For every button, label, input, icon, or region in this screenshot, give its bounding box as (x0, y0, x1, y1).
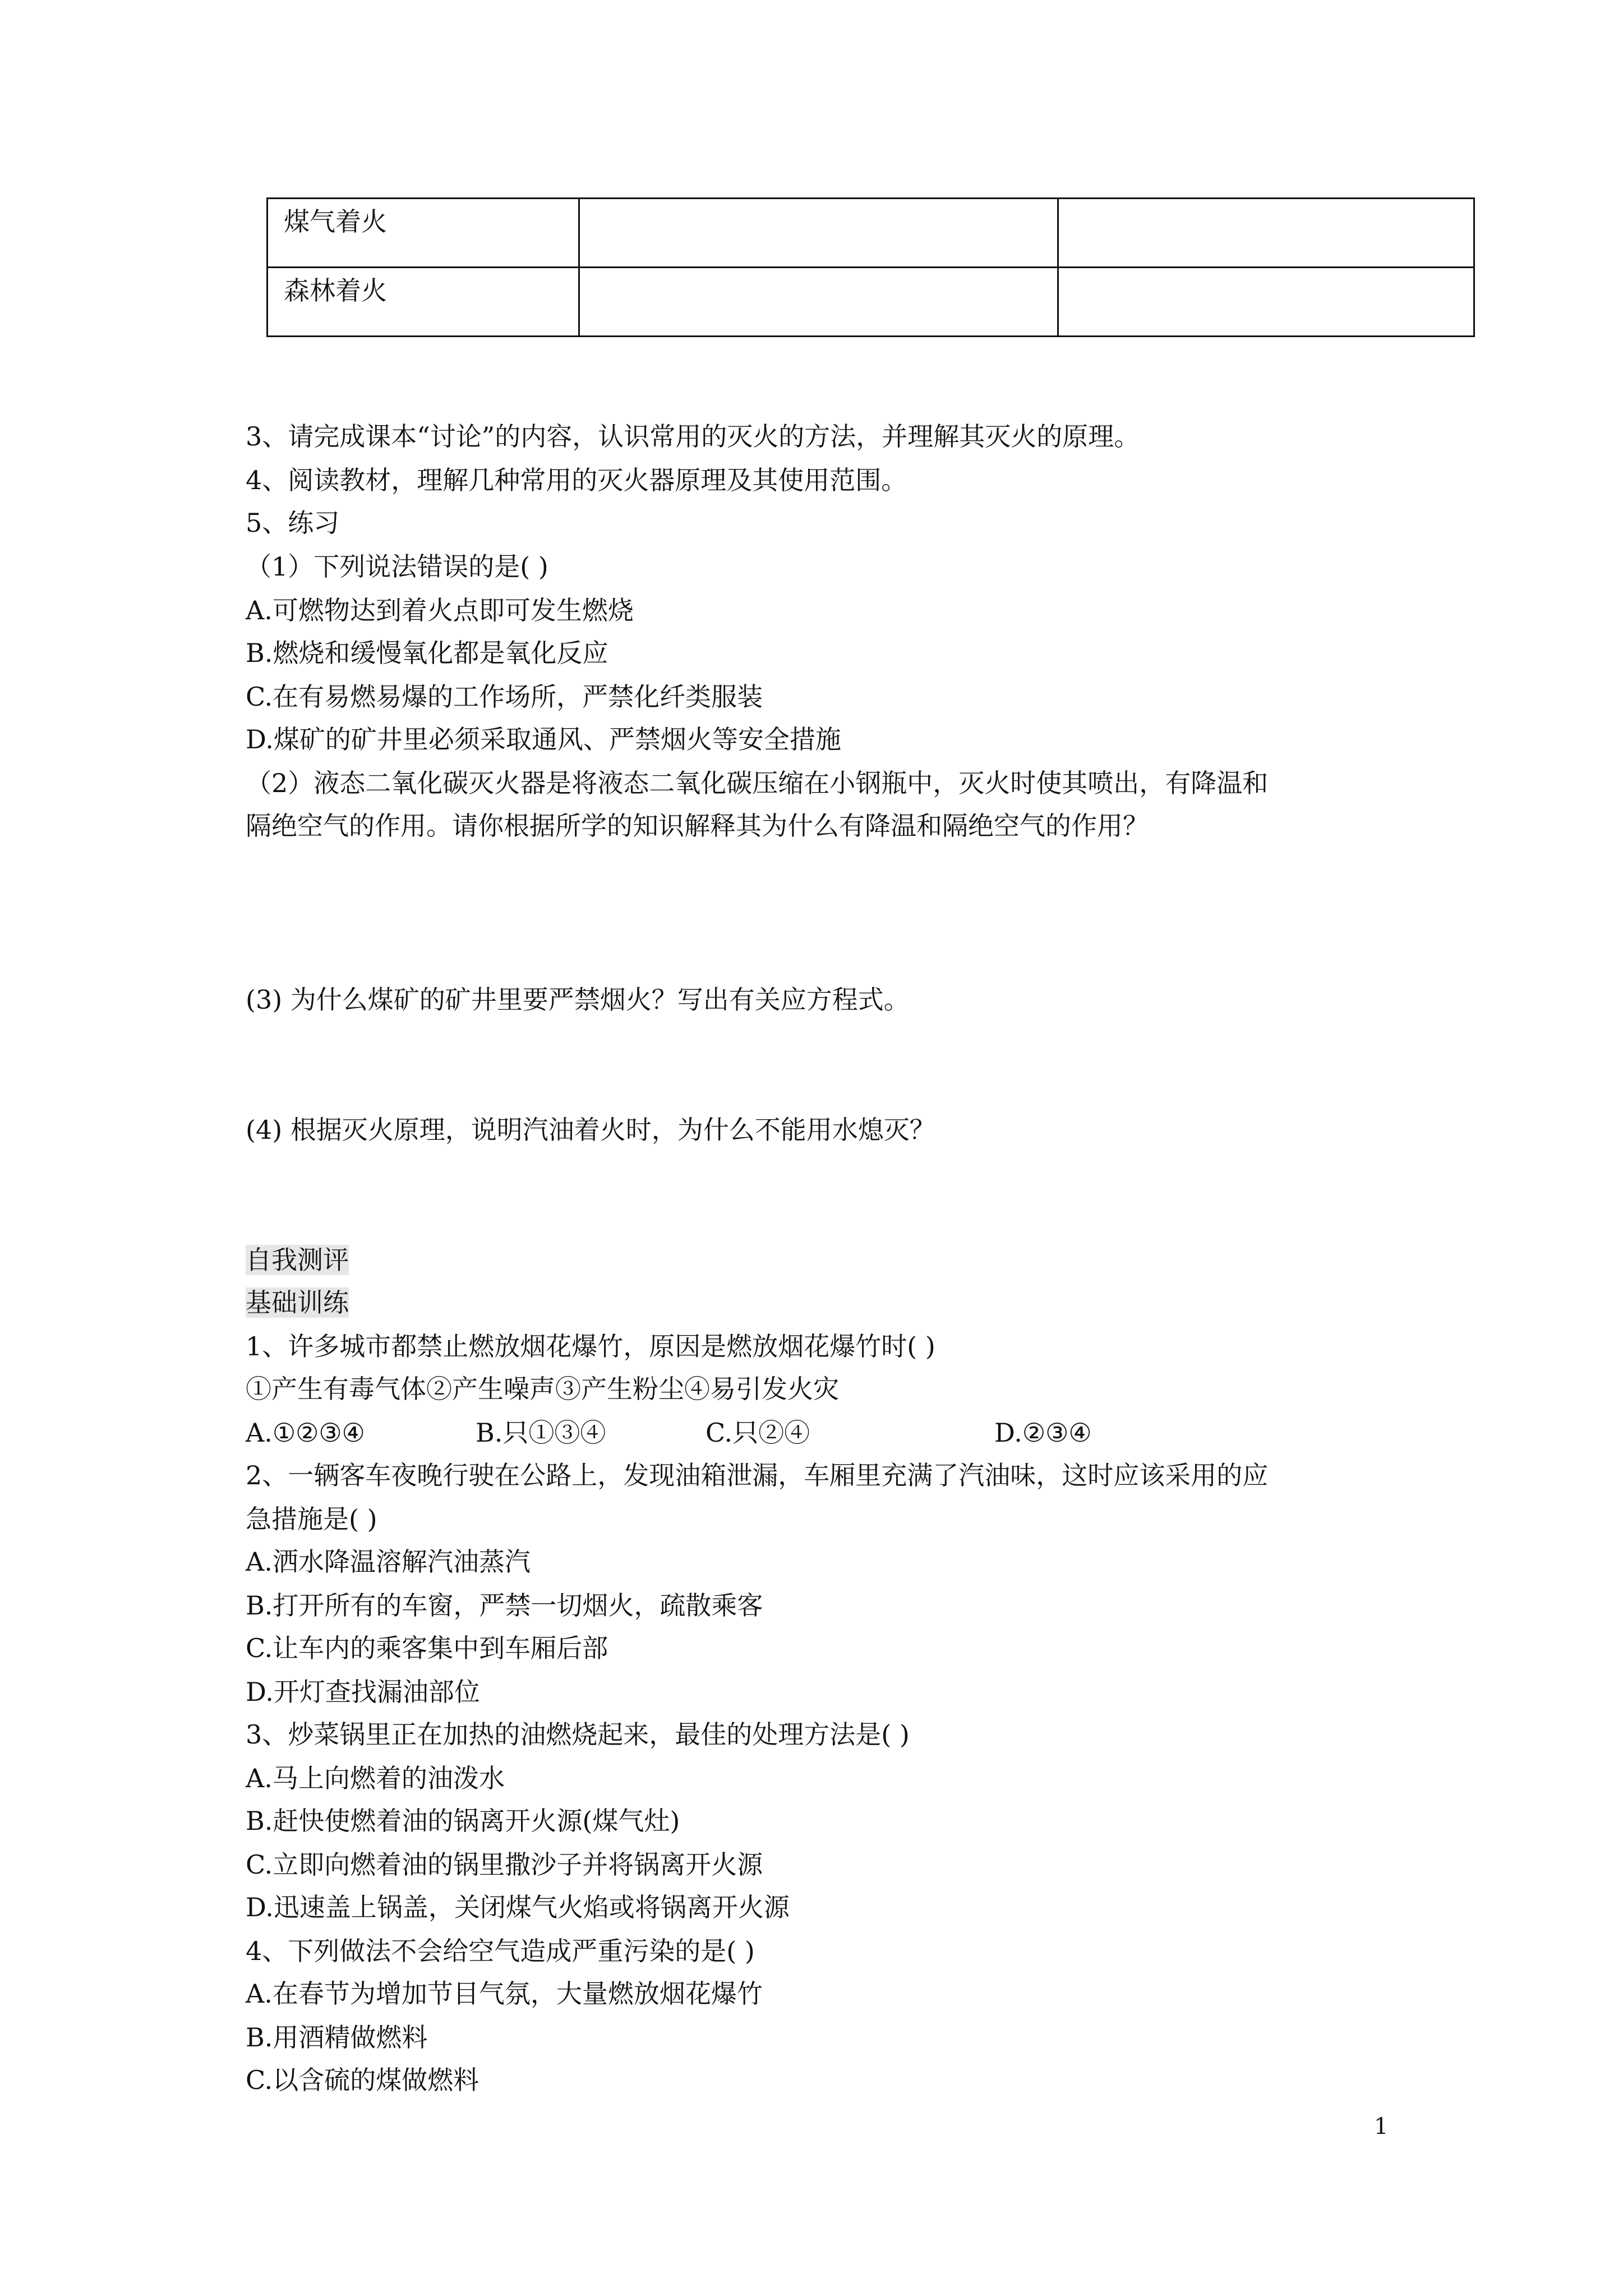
table-cell-label: 森林着火 (268, 268, 579, 337)
test-1-option-b: B.只①③④ (476, 1418, 606, 1448)
test-2-line-2: 急措施是( ) (246, 1504, 377, 1534)
test-1-option-a: A.①②③④ (246, 1418, 365, 1448)
test-4-option-c: C.以含硫的煤做燃料 (246, 2065, 479, 2095)
test-1-options (246, 1416, 1092, 1450)
table-cell (579, 199, 1058, 268)
question-1-option-a: A.可燃物达到着火点即可发生燃烧 (246, 595, 634, 625)
test-1-option-d: D.②③④ (994, 1418, 1092, 1448)
test-3-option-a: A.马上向燃着的油泼水 (246, 1763, 505, 1793)
self-test-subheading-text: 基础训练 (246, 1287, 349, 1318)
test-2-option-b: B.打开所有的车窗，严禁一切烟火，疏散乘客 (246, 1590, 763, 1621)
question-2-line-2: 隔绝空气的作用。请你根据所学的知识解释其为什么有降温和隔绝空气的作用？ (246, 811, 1149, 841)
question-3: (3) 为什么煤矿的矿井里要严禁烟火？写出有关应方程式。 (246, 984, 910, 1015)
self-test-subheading (246, 1286, 349, 1319)
question-1-option-b: B.燃烧和缓慢氧化都是氧化反应 (246, 638, 608, 668)
test-1-option-c: C.只②④ (706, 1418, 810, 1448)
test-3: 3、炒菜锅里正在加热的油燃烧起来，最佳的处理方法是( ) (246, 1719, 910, 1750)
question-4: (4) 根据灭火原理，说明汽油着火时，为什么不能用水熄灭？ (246, 1115, 935, 1145)
test-4-option-b: B.用酒精做燃料 (246, 2022, 428, 2053)
table-cell (1058, 268, 1474, 337)
question-2-line-1: （2）液态二氧化碳灭火器是将液态二氧化碳压缩在小钢瓶中，灭火时使其喷出，有降温和 (246, 768, 1269, 798)
test-2-option-c: C.让车内的乘客集中到车厢后部 (246, 1633, 608, 1663)
table-row (268, 268, 1474, 337)
question-1-option-d: D.煤矿的矿井里必须采取通风、严禁烟火等安全措施 (246, 724, 841, 754)
item-5: 5、练习 (246, 508, 340, 538)
test-2-line-1: 2、一辆客车夜晚行驶在公路上，发现油箱泄漏，车厢里充满了汽油味，这时应该采用的应 (246, 1460, 1269, 1490)
item-3: 3、请完成课本“讨论”的内容，认识常用的灭火的方法，并理解其灭火的原理。 (246, 421, 1140, 452)
question-1-option-c: C.在有易燃易爆的工作场所，严禁化纤类服装 (246, 682, 763, 712)
table-cell (579, 268, 1058, 337)
self-test-heading-text: 自我测评 (246, 1245, 349, 1275)
test-1-description: ①产生有毒气体②产生噪声③产生粉尘④易引发火灾 (246, 1374, 839, 1404)
item-4: 4、阅读教材，理解几种常用的灭火器原理及其使用范围。 (246, 465, 907, 495)
test-1: 1、许多城市都禁止燃放烟花爆竹，原因是燃放烟花爆竹时( ) (246, 1331, 935, 1361)
table-row (268, 199, 1474, 268)
test-3-option-b: B.赶快使燃着油的锅离开火源(煤气灶) (246, 1806, 680, 1836)
table-cell (1058, 199, 1474, 268)
table-cell-label: 煤气着火 (268, 199, 579, 268)
test-4-option-a: A.在春节为增加节目气氛，大量燃放烟花爆竹 (246, 1978, 763, 2009)
question-1: （1）下列说法错误的是( ) (246, 551, 548, 582)
test-2-option-d: D.开灯查找漏油部位 (246, 1677, 480, 1707)
test-3-option-d: D.迅速盖上锅盖，关闭煤气火焰或将锅离开火源 (246, 1892, 790, 1922)
test-3-option-c: C.立即向燃着油的锅里撒沙子并将锅离开火源 (246, 1849, 763, 1880)
test-4: 4、下列做法不会给空气造成严重污染的是( ) (246, 1936, 755, 1966)
self-test-heading (246, 1243, 349, 1277)
test-2-option-a: A.洒水降温溶解汽油蒸汽 (246, 1547, 531, 1577)
fire-table (266, 197, 1475, 337)
page-number: 1 (1374, 2114, 1389, 2139)
